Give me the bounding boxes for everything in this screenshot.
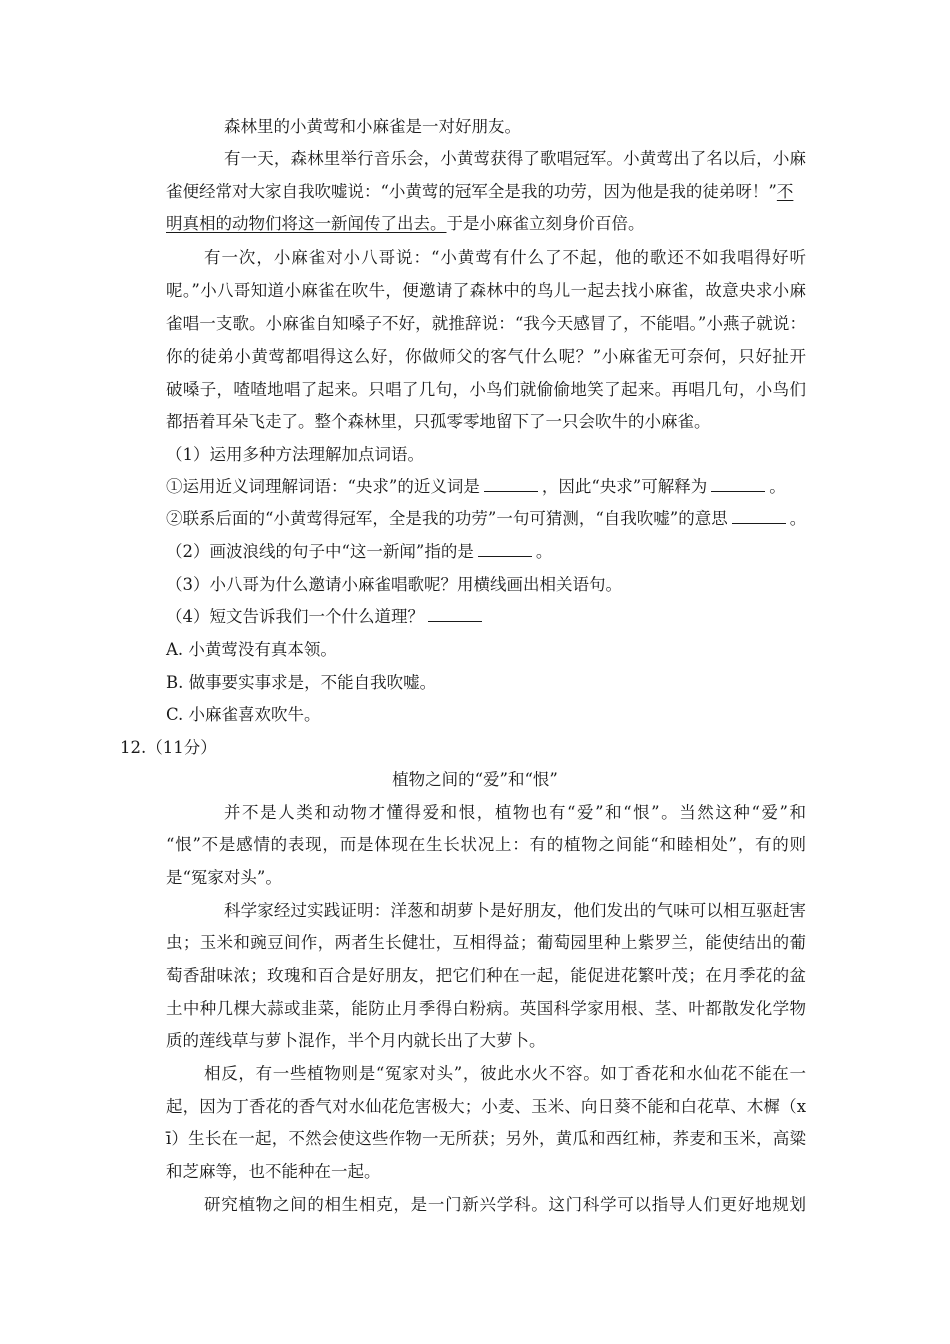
answer-blank[interactable] xyxy=(484,477,538,492)
text-span: （2）画波浪线的句子中“这一新闻”指的是 xyxy=(166,542,474,561)
passage-paragraph-2-line-5: 质的莲线草与萝卜混作，半个月内就长出了大萝卜。 xyxy=(166,1031,546,1050)
passage-paragraph-2-line-4: 土中种几棵大蒜或韭菜，能防止月季得白粉病。英国科学家用根、茎、叶都散发化学物 xyxy=(166,999,806,1018)
passage-title: 植物之间的“爱”和“恨” xyxy=(392,770,558,789)
option-b: B. 做事要实事求是，不能自我吹嘘。 xyxy=(166,673,437,692)
option-a: A. 小黄莺没有真本领。 xyxy=(166,640,337,659)
question-1b xyxy=(166,508,806,530)
story-paragraph-3-line-2: 呢。”小八哥知道小麻雀在吹牛，便邀请了森林中的鸟儿一起去找小麻雀，故意央求小麻 xyxy=(166,281,806,300)
passage-paragraph-2-line-1: 科学家经过实践证明：洋葱和胡萝卜是好朋友，他们发出的气味可以相互驱赶害 xyxy=(224,901,806,920)
text-span: 雀便经常对大家自我吹嘘说：“小黄莺的冠军全是我的功劳，因为他是我的徒弟呀！” xyxy=(166,182,777,201)
question-12-number: 12.（11分） xyxy=(120,738,217,757)
answer-blank[interactable] xyxy=(478,542,532,557)
passage-paragraph-3-line-2: 起，因为丁香花的香气对水仙花危害极大；小麦、玉米、向日葵不能和白花草、木樨（x xyxy=(166,1097,806,1116)
text-span: 。 xyxy=(769,477,786,496)
story-paragraph-3-line-4: 你的徒弟小黄莺都唱得这么好，你做师父的客气什么呢？”小麻雀无可奈何，只好扯开 xyxy=(166,347,806,366)
text-span: 于是小麻雀立刻身价百倍。 xyxy=(446,214,645,233)
text-span: 。 xyxy=(789,509,807,528)
answer-blank[interactable] xyxy=(428,607,482,622)
text-span: ，因此“央求”可解释为 xyxy=(541,477,708,496)
question-2 xyxy=(166,541,552,563)
option-c: C. 小麻雀喜欢吹牛。 xyxy=(166,705,321,724)
passage-paragraph-1-line-3: 是“冤家对头”。 xyxy=(166,868,282,887)
passage-paragraph-2-line-2: 虫；玉米和豌豆间作，两者生长健壮，互相得益；葡萄园里种上紫罗兰，能使结出的葡 xyxy=(166,933,806,952)
text-span: （4）短文告诉我们一个什么道理？ xyxy=(166,607,424,626)
passage-paragraph-1-line-1: 并不是人类和动物才懂得爱和恨，植物也有“爱”和“恨”。当然这种“爱”和 xyxy=(224,803,806,822)
question-1: （1）运用多种方法理解加点词语。 xyxy=(166,445,424,464)
passage-paragraph-1-line-2: “恨”不是感情的表现，而是体现在生长状况上：有的植物之间能“和睦相处”，有的则 xyxy=(166,835,806,854)
question-1a xyxy=(166,476,786,498)
question-3: （3）小八哥为什么邀请小麻雀唱歌呢？用横线画出相关语句。 xyxy=(166,575,622,594)
story-paragraph-1: 森林里的小黄莺和小麻雀是一对好朋友。 xyxy=(224,117,521,136)
text-span: 。 xyxy=(535,542,553,561)
story-paragraph-2-line-1: 有一天，森林里举行音乐会，小黄莺获得了歌唱冠军。小黄莺出了名以后，小麻 xyxy=(224,149,806,168)
passage-paragraph-2-line-3: 萄香甜味浓；玫瑰和百合是好朋友，把它们种在一起，能促进花繁叶茂；在月季花的盆 xyxy=(166,966,806,985)
wavy-underlined-sentence: 明真相的动物们将这一新闻传了出去。 xyxy=(166,214,447,233)
passage-paragraph-4-line-1: 研究植物之间的相生相克，是一门新兴学科。这门科学可以指导人们更好地规划 xyxy=(204,1195,806,1214)
passage-paragraph-3-line-3: ī）生长在一起，不然会使这些作物一无所获；另外，黄瓜和西红柿，荞麦和玉米，高粱 xyxy=(166,1129,806,1148)
text-span: ②联系后面的“小黄莺得冠军，全是我的功劳”一句可猜测，“自我吹嘘”的意思 xyxy=(166,509,728,528)
answer-blank[interactable] xyxy=(732,509,786,524)
question-4 xyxy=(166,606,486,628)
story-paragraph-3-line-6: 都捂着耳朵飞走了。整个森林里，只孤零零地留下了一只会吹牛的小麻雀。 xyxy=(166,412,711,431)
story-paragraph-3-line-5: 破嗓子，喳喳地唱了起来。只唱了几句，小鸟们就偷偷地笑了起来。再唱几句，小鸟们 xyxy=(166,380,806,399)
story-paragraph-2-line-3 xyxy=(166,213,806,235)
story-paragraph-2-line-2 xyxy=(166,181,806,203)
story-paragraph-3-line-3: 雀唱一支歌。小麻雀自知嗓子不好，就推辞说：“我今天感冒了，不能唱。”小燕子就说： xyxy=(166,314,806,333)
passage-paragraph-3-line-4: 和芝麻等，也不能种在一起。 xyxy=(166,1162,381,1181)
answer-blank[interactable] xyxy=(711,477,765,492)
story-paragraph-3-line-1: 有一次，小麻雀对小八哥说：“小黄莺有什么了不起，他的歌还不如我唱得好听 xyxy=(204,248,806,267)
text-span: ①运用近义词理解词语：“央求”的近义词是 xyxy=(166,477,480,496)
passage-paragraph-3-line-1: 相反，有一些植物则是“冤家对头”，彼此水火不容。如丁香花和水仙花不能在一 xyxy=(204,1064,806,1083)
wavy-underlined-sentence: 不 xyxy=(776,182,794,201)
